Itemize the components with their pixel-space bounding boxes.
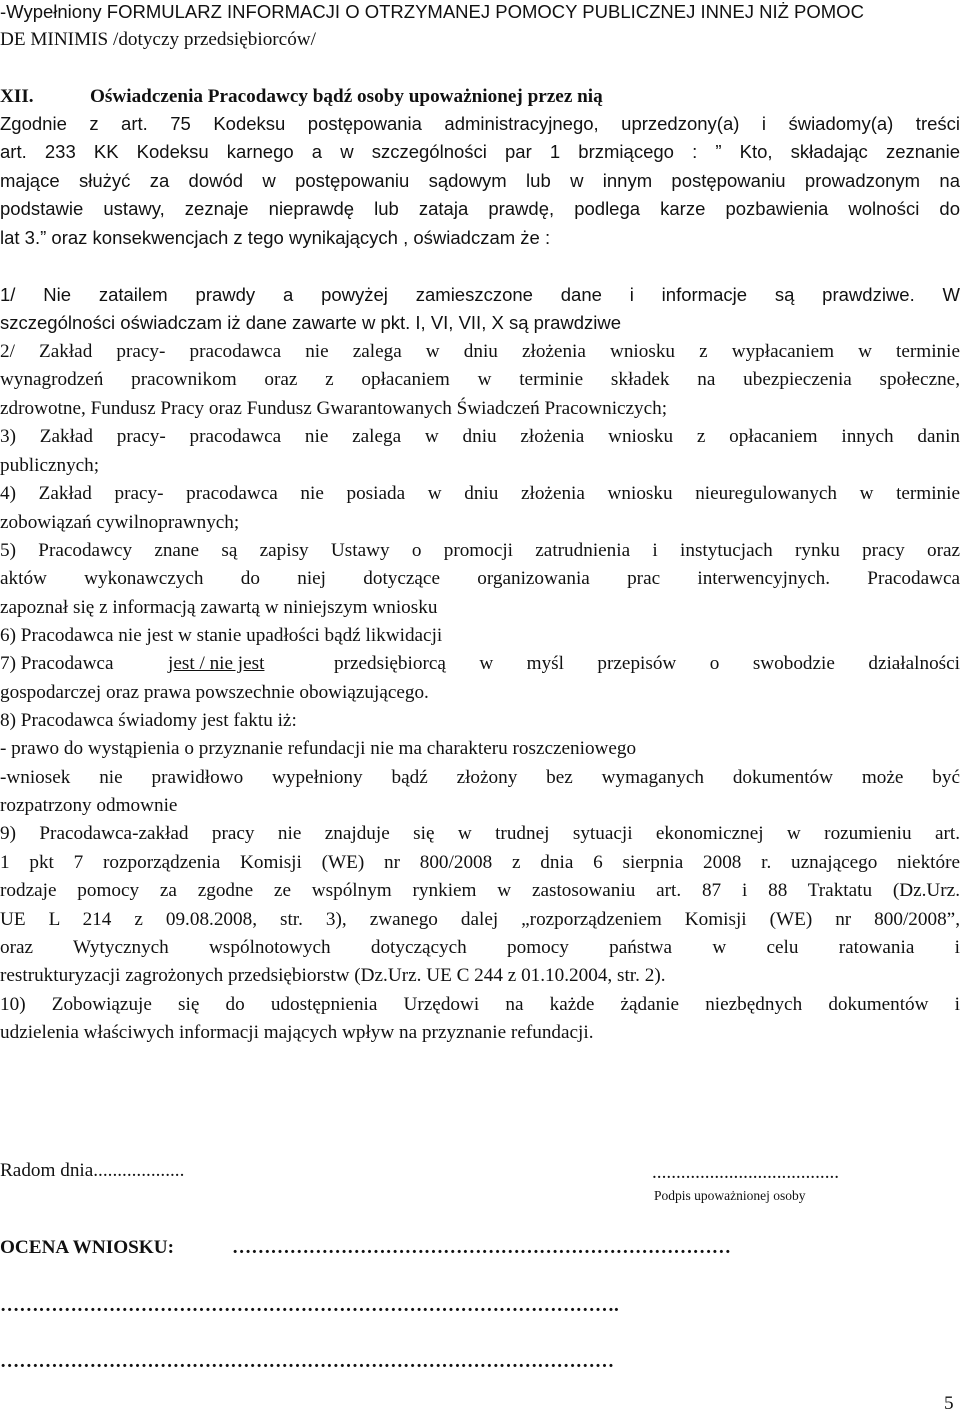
section-title: Oświadczenia Pracodawcy bądź osoby upoważnionej przez nią xyxy=(90,86,603,107)
assessment-dots: ……………………………………………………………………………………. xyxy=(0,1295,619,1316)
item-7-prefix: 7) Pracodawca xyxy=(0,653,114,674)
item-line: 5) Pracodawcy znane są zapisy Ustawy o promocji zatrudnienia i instytucjach rynku pracy oraz xyxy=(0,540,960,561)
item-line: 8) Pracodawca świadomy jest faktu iż: xyxy=(0,710,297,731)
page-number: 5 xyxy=(944,1393,954,1414)
item-line: - prawo do wystąpienia o przyznanie refundacji nie ma charakteru roszczeniowego xyxy=(0,738,637,759)
place-date-field: Radom dnia................... xyxy=(0,1160,185,1181)
item-line: aktów wykonawczych do niej dotyczące organizowania prac interwencyjnych. Pracodawca xyxy=(0,568,960,589)
item-line: gospodarczej oraz prawa powszechnie obowiązującego. xyxy=(0,682,429,703)
item-line: 2/ Zakład pracy- pracodawca nie zalega w dniu złożenia wniosku z wypłacaniem w terminie xyxy=(0,341,960,362)
item-7-option: jest / nie jest xyxy=(168,653,265,674)
item-line: restrukturyzacji zagrożonych przedsiębiorstw (Dz.Urz. UE C 244 z 01.10.2004, str. 2). xyxy=(0,965,666,986)
intro-line: lat 3.” oraz konsekwencjach z tego wynikających , oświadczam że : xyxy=(0,227,551,248)
assessment-dots: …………………………………………………………………… xyxy=(232,1237,731,1258)
item-line: udzielenia właściwych informacji mających wpływ na przyznanie refundacji. xyxy=(0,1022,594,1043)
header-line-1: -Wypełniony FORMULARZ INFORMACJI O OTRZYMANEJ POMOCY PUBLICZNEJ INNEJ NIŻ POMOC xyxy=(0,1,864,22)
item-line: zobowiązań cywilnoprawnych; xyxy=(0,512,240,533)
assessment-label: OCENA WNIOSKU: xyxy=(0,1237,174,1258)
item-line: 9) Pracodawca-zakład pracy nie znajduje się w trudnej sytuacji ekonomicznej w rozumieniu art. xyxy=(0,823,960,844)
intro-line: Zgodnie z art. 75 Kodeksu postępowania administracyjnego, uprzedzony(a) i świadomy(a) treści xyxy=(0,113,960,134)
item-line: 3) Zakład pracy- pracodawca nie zalega w dniu złożenia wniosku z opłacaniem innych danin xyxy=(0,426,960,447)
item-7-suffix: przedsiębiorcą w myśl przepisów o swobodzie działalności xyxy=(334,653,960,674)
section-number: XII. xyxy=(0,86,34,107)
header-line-2: DE MINIMIS /dotyczy przedsiębiorców/ xyxy=(0,29,316,50)
signature-label: Podpis upoważnionej osoby xyxy=(654,1188,806,1203)
item-line: 1/ Nie zatailem prawdy a powyżej zamieszczone dane i informacje są prawdziwe. W xyxy=(0,284,960,305)
intro-line: art. 233 KK Kodeksu karnego a w szczególności par 1 brzmiącego : ” Kto, składając zeznanie xyxy=(0,141,960,162)
intro-line: podstawie ustawy, zeznaje nieprawdę lub zataja prawdę, podlega karze pozbawienia wolności do xyxy=(0,198,960,219)
item-line: publicznych; xyxy=(0,455,100,476)
assessment-dots: …………………………………………………………………………………… xyxy=(0,1351,614,1372)
item-line: 10) Zobowiązuje się do udostępnienia Urzędowi na każde żądanie niezbędnych dokumentów i xyxy=(0,994,960,1015)
item-line: 6) Pracodawca nie jest w stanie upadłości bądź likwidacji xyxy=(0,625,443,646)
signature-dots: ....................................... xyxy=(652,1162,840,1183)
item-line: UE L 214 z 09.08.2008, str. 3), zwanego dalej „rozporządzeniem Komisji (WE) nr 800/2008”, xyxy=(0,909,960,930)
item-line: 4) Zakład pracy- pracodawca nie posiada w dniu złożenia wniosku nieuregulowanych w terminie xyxy=(0,483,960,504)
item-line: szczególności oświadczam iż dane zawarte w pkt. I, VI, VII, X są prawdziwe xyxy=(0,312,622,333)
item-line: rodzaje pomocy za zgodne ze wspólnym rynkiem w zastosowaniu art. 87 i 88 Traktatu (Dz.Urz. xyxy=(0,880,960,901)
item-line: oraz Wytycznych wspólnotowych dotyczących pomocy państwa w celu ratowania i xyxy=(0,937,960,958)
item-line: rozpatrzony odmownie xyxy=(0,795,178,816)
item-line: zapoznał się z informacją zawartą w niniejszym wniosku xyxy=(0,597,438,618)
item-line: wynagrodzeń pracownikom oraz z opłacaniem w terminie składek na ubezpieczenia społeczne, xyxy=(0,369,960,390)
item-line: 1 pkt 7 rozporządzenia Komisji (WE) nr 800/2008 z dnia 6 sierpnia 2008 r. uznającego niektóre xyxy=(0,852,960,873)
item-line: -wniosek nie prawidłowo wypełniony bądź złożony bez wymaganych dokumentów może być xyxy=(0,767,960,788)
item-line: zdrowotne, Fundusz Pracy oraz Fundusz Gwarantowanych Świadczeń Pracowniczych; xyxy=(0,398,668,419)
intro-line: mające służyć za dowód w postępowaniu sądowym lub w innym postępowaniu prowadzonym na xyxy=(0,170,960,191)
